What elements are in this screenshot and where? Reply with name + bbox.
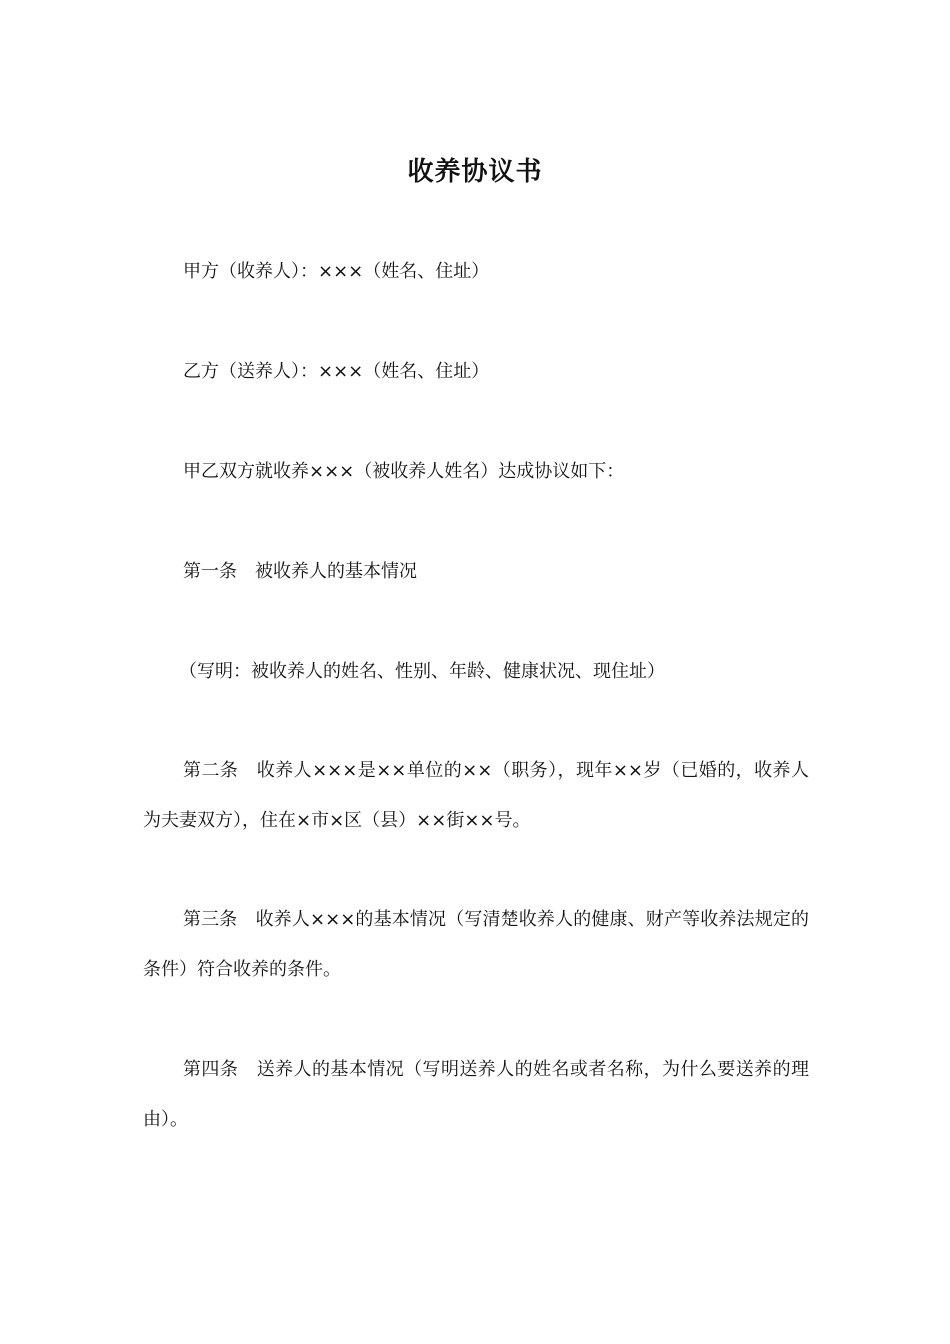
document-title: 收养协议书 <box>407 157 543 187</box>
article-3: 第三条 收养人×××的基本情况（写清楚收养人的健康、财产等收养法规定的条件）符合收养的条件。 <box>143 909 809 980</box>
article-1-note: （写明：被收养人的姓名、性别、年龄、健康状况、现住址） <box>179 661 665 682</box>
article-1-heading: 第一条 被收养人的基本情况 <box>183 561 417 582</box>
agreement-intro: 甲乙双方就收养×××（被收养人姓名）达成协议如下： <box>183 461 625 482</box>
article-4: 第四条 送养人的基本情况（写明送养人的姓名或者名称，为什么要送养的理由）。 <box>143 1059 809 1130</box>
party-a-line: 甲方（收养人）：×××（姓名、住址） <box>183 261 490 282</box>
party-b-line: 乙方（送养人）：×××（姓名、住址） <box>183 361 490 382</box>
article-2: 第二条 收养人×××是××单位的××（职务），现年××岁（已婚的，收养人为夫妻双方），住在×市×区（县）××街××号。 <box>143 760 809 831</box>
